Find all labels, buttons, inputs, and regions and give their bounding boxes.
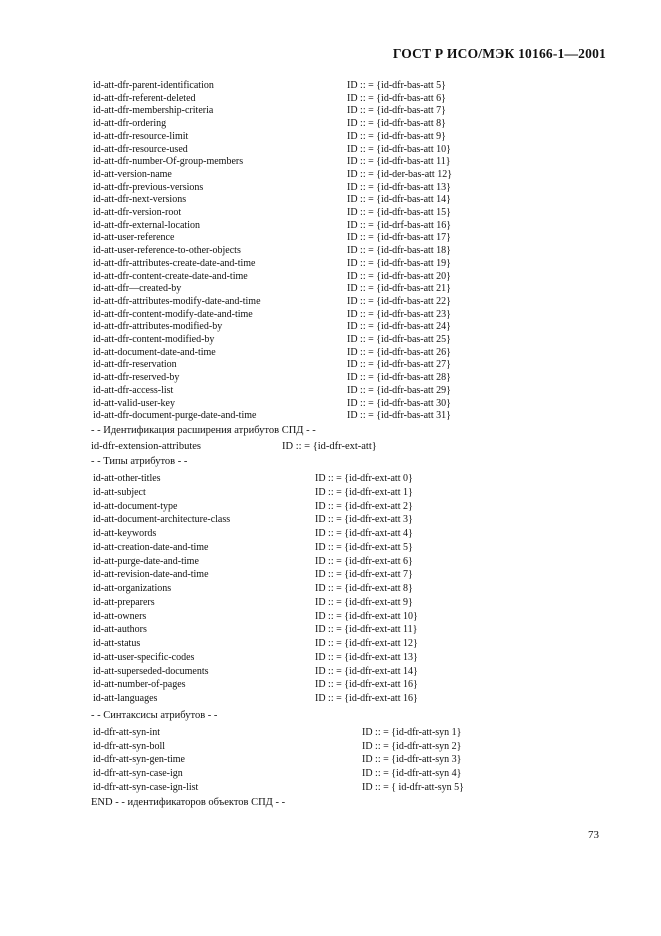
identifier-name: id-dfr-att-syn-case-ign <box>93 768 183 780</box>
comment-extension-identification: - - Идентификация расширения атрибутов СПД - - <box>91 425 316 436</box>
identifier-value: ID :: = {id-dfr-bas-att 9} <box>347 130 446 142</box>
definition-row <box>93 754 573 767</box>
definition-row <box>93 410 573 423</box>
identifier-value: ID :: = {id-dfr-ext-att 14} <box>315 665 418 677</box>
extension-attributes-name: id-dfr-extension-attributes <box>91 441 202 452</box>
identifier-value: ID :: = {id-dfr-bas-att 20} <box>347 270 451 282</box>
identifier-value: ID :: = {id-dfr-ext-att 7} <box>315 569 413 581</box>
identifier-name: id-att-dfr-content-modified-by <box>93 334 215 345</box>
definition-row <box>93 583 573 596</box>
identifier-name: id-att-document-type <box>93 500 178 512</box>
definition-row <box>93 220 573 233</box>
definition-row <box>93 693 573 706</box>
identifier-value: ID :: = {id-dfr-att-syn 2} <box>362 740 462 752</box>
definition-row <box>93 542 573 555</box>
definition-row <box>93 118 573 131</box>
definition-row <box>93 283 573 296</box>
identifier-value: ID :: = {id-dfr-bas-att 30} <box>347 397 451 409</box>
identifier-value: ID :: = {id-dfr-bas-att 29} <box>347 384 451 396</box>
identifier-name: id-att-status <box>93 638 141 649</box>
definition-row <box>93 156 573 169</box>
definition-row <box>93 131 573 144</box>
definition-row <box>93 569 573 582</box>
identifier-value: ID :: = {id-dfr-bas-att 19} <box>347 257 451 269</box>
identifier-value: ID :: = {id-dfr-bas-att 22} <box>347 295 451 307</box>
identifier-name: id-att-dfr-reserved-by <box>93 372 180 384</box>
definition-row <box>93 359 573 372</box>
identifier-name: id-dfr-att-syn-int <box>93 727 161 738</box>
identifier-value: ID :: = {id-dfr-ext-att 3} <box>315 514 413 526</box>
definition-row <box>93 321 573 334</box>
end-line: END - - идентификаторов объектов СПД - - <box>91 797 286 808</box>
identifier-name: id-att-purge-date-and-time <box>93 555 199 567</box>
identifier-name: id-dfr-att-syn-gen-time <box>93 754 185 766</box>
identifier-name: id-att-dfr-attributes-modified-by <box>93 321 223 333</box>
identifier-name: id-att-authors <box>93 624 147 636</box>
definition-row <box>93 727 573 740</box>
identifier-value: ID :: = {id-dfr-bas-att 6} <box>347 92 446 104</box>
identifier-value: ID :: = {id-dfr-ext-att 6} <box>315 555 413 567</box>
identifier-value: ID :: = {id-dfr-bas-att 23} <box>347 308 451 320</box>
definition-row <box>93 611 573 624</box>
identifier-value: ID :: = {id-dfr-bas-att 26} <box>347 346 451 358</box>
identifier-name: id-att-dfr-membership-criteria <box>93 105 214 117</box>
definition-row <box>93 528 573 541</box>
definition-row <box>93 782 573 795</box>
identifier-name: id-att-other-titles <box>93 473 161 484</box>
identifier-name: id-att-dfr—created-by <box>93 283 182 295</box>
identifier-name: id-att-user-reference-to-other-objects <box>93 245 241 257</box>
identifier-name: id-att-dfr-referent-deleted <box>93 92 196 104</box>
identifier-value: ID :: = {id-dfr-ext-att 5} <box>315 541 413 553</box>
identifier-name: id-att-dfr-content-create-date-and-time <box>93 270 248 282</box>
definition-row <box>93 372 573 385</box>
identifier-value: ID :: = {id-dfr-ext-att 1} <box>315 486 413 498</box>
identifier-name: id-att-dfr-external-location <box>93 219 200 231</box>
identifier-value: ID :: = {id-dfr-ext-att 10} <box>315 610 418 622</box>
identifier-name: id-dfr-att-syn-boll <box>93 740 166 752</box>
page-header-title: ГОСТ Р ИСО/МЭК 10166-1—2001 <box>392 46 606 61</box>
definition-row <box>93 271 573 284</box>
identifier-value: ID :: = {id-dfr-ext-att 12} <box>315 638 418 649</box>
identifier-name: id-att-dfr-resource-limit <box>93 130 189 142</box>
definition-row <box>93 245 573 258</box>
definition-row <box>93 296 573 309</box>
definition-row <box>93 385 573 398</box>
comment-attribute-syntaxes: - - Синтаксисы атрибутов - - <box>91 710 218 721</box>
definition-row <box>93 334 573 347</box>
identifier-value: ID :: = {id-dfr-bas-att 10} <box>347 143 451 155</box>
identifier-name: id-att-revision-date-and-time <box>93 569 209 581</box>
identifier-value: ID :: = {id-dfr-ext-att 16} <box>315 693 418 704</box>
identifier-value: ID :: = {id-dfr-ext-att 0} <box>315 473 413 484</box>
definition-row <box>93 768 573 781</box>
extension-attributes-value: ID :: = {id-dfr-ext-att} <box>282 441 377 452</box>
identifier-value: ID :: = {id-dfr-bas-att 11} <box>347 156 451 168</box>
identifier-name: id-att-dfr-content-modify-date-and-time <box>93 308 253 320</box>
identifier-value: ID :: = {id-dfr-ext-att 16} <box>315 679 418 691</box>
definition-row <box>93 144 573 157</box>
comment-attribute-types: - - Типы атрибутов - - <box>91 456 188 467</box>
identifier-name: id-att-preparers <box>93 596 155 608</box>
definition-row <box>93 105 573 118</box>
definition-row <box>93 93 573 106</box>
definition-row <box>93 258 573 271</box>
identifier-value: ID :: = {id-dfr-ext-att 2} <box>315 500 413 512</box>
identifier-name: id-att-dfr-resource-used <box>93 143 188 155</box>
identifier-value: ID :: = {id-dfr-bas-att 5} <box>347 80 446 91</box>
identifier-value: ID :: = {id-der-bas-att 12} <box>347 168 453 180</box>
identifier-name: id-att-dfr-document-purge-date-and-time <box>93 410 257 422</box>
identifier-name: id-att-document-architecture-class <box>93 514 231 526</box>
identifier-value: ID :: = {id-dfr-bas-att 25} <box>347 334 451 345</box>
identifier-value: ID :: = {id-dfr-ext-att 13} <box>315 651 418 663</box>
identifier-value: ID :: = {id-dfr-bas-att 8} <box>347 118 446 130</box>
identifier-value: ID :: = {id-dfr-ext-att 9} <box>315 596 413 608</box>
definition-row <box>93 182 573 195</box>
definition-row <box>93 597 573 610</box>
definition-row <box>93 514 573 527</box>
definition-row <box>93 652 573 665</box>
identifier-value: ID :: = {id-dfr-axt-att 4} <box>315 528 413 539</box>
definition-row <box>93 741 573 754</box>
identifier-name: id-att-dfr-parent-identification <box>93 80 214 91</box>
identifier-value: ID :: = {id-dfr-bas-att 14} <box>347 194 451 206</box>
identifier-value: ID :: = {id-dfr-bas-att 13} <box>347 181 451 193</box>
identifier-value: ID :: = {id-dfr-bas-att 24} <box>347 321 451 333</box>
identifier-value: ID :: = {id-dfr-bas-att 18} <box>347 245 451 257</box>
identifier-value: ID :: = {id-dfr-ext-att 11} <box>315 624 418 636</box>
identifier-name: id-att-dfr-reservation <box>93 359 177 371</box>
identifier-name: id-att-dfr-version-root <box>93 207 182 218</box>
identifier-value: ID :: = {id-dfr-bas-att 17} <box>347 232 451 244</box>
identifier-value: ID :: = {id-dfr-bas-att 7} <box>347 105 446 117</box>
identifier-name: id-att-superseded-documents <box>93 665 209 677</box>
identifier-name: id-att-number-of-pages <box>93 679 186 691</box>
identifier-name: id-att-dfr-attributes-create-date-and-time <box>93 257 256 269</box>
identifier-name: id-att-user-specific-codes <box>93 651 195 663</box>
identifier-value: ID :: = {id-drf-bas-att 16} <box>347 219 452 231</box>
identifier-name: id-att-owners <box>93 610 147 622</box>
identifier-name: id-att-valid-user-key <box>93 397 175 409</box>
identifier-name: id-att-dfr-previous-versions <box>93 181 204 193</box>
identifier-name: id-att-dfr-attributes-modify-date-and-time <box>93 295 261 307</box>
definition-row <box>93 347 573 360</box>
identifier-name: id-att-dfr-ordering <box>93 118 167 130</box>
definition-row <box>93 666 573 679</box>
definition-row <box>93 169 573 182</box>
definition-row <box>93 398 573 411</box>
definition-row <box>93 207 573 220</box>
identifier-name: id-att-creation-date-and-time <box>93 541 209 553</box>
identifier-name: id-att-organizations <box>93 583 172 594</box>
page-number: 73 <box>588 829 599 841</box>
identifier-name: id-att-dfr-access-list <box>93 384 174 396</box>
definition-row <box>93 624 573 637</box>
identifier-value: ID :: = {id-dfr-att-syn 3} <box>362 754 462 766</box>
identifier-value: ID :: = {id-dfr-ext-att 8} <box>315 583 413 594</box>
identifier-value: ID :: = { id-dfr-att-syn 5} <box>362 781 464 793</box>
definition-row <box>93 232 573 245</box>
identifier-name: id-att-keywords <box>93 528 157 539</box>
definition-row <box>93 309 573 322</box>
identifier-name: id-att-languages <box>93 693 158 704</box>
extension-attributes-row <box>91 441 571 454</box>
definition-row <box>93 473 573 486</box>
definition-row <box>93 556 573 569</box>
definition-row <box>93 501 573 514</box>
identifier-value: ID :: = {id-dfr-att-syn 4} <box>362 768 462 780</box>
identifier-name: id-att-version-name <box>93 168 172 180</box>
identifier-name: id-att-document-date-and-time <box>93 346 216 358</box>
identifier-name: id-att-dfr-next-versions <box>93 194 187 206</box>
identifier-value: ID :: = {id-dfr-bas-att 31} <box>347 410 451 422</box>
definition-row <box>93 194 573 207</box>
identifier-value: ID :: = {id-dfr-bas-att 28} <box>347 372 451 384</box>
definition-row <box>93 487 573 500</box>
definition-row <box>93 638 573 651</box>
identifier-value: ID :: = {id-dfr-bas-att 15} <box>347 207 451 218</box>
identifier-name: id-dfr-att-syn-case-ign-list <box>93 781 199 793</box>
definition-row <box>93 679 573 692</box>
identifier-name: id-att-subject <box>93 486 146 498</box>
identifier-value: ID :: = {id-dfr-bas-att 27} <box>347 359 451 371</box>
identifier-value: ID :: = {id-dfr-att-syn 1} <box>362 727 462 738</box>
identifier-value: ID :: = {id-dfr-bas-att 21} <box>347 283 451 295</box>
identifier-name: id-att-dfr-number-Of-group-members <box>93 156 244 168</box>
identifier-name: id-att-user-reference <box>93 232 175 244</box>
definition-row <box>93 80 573 93</box>
